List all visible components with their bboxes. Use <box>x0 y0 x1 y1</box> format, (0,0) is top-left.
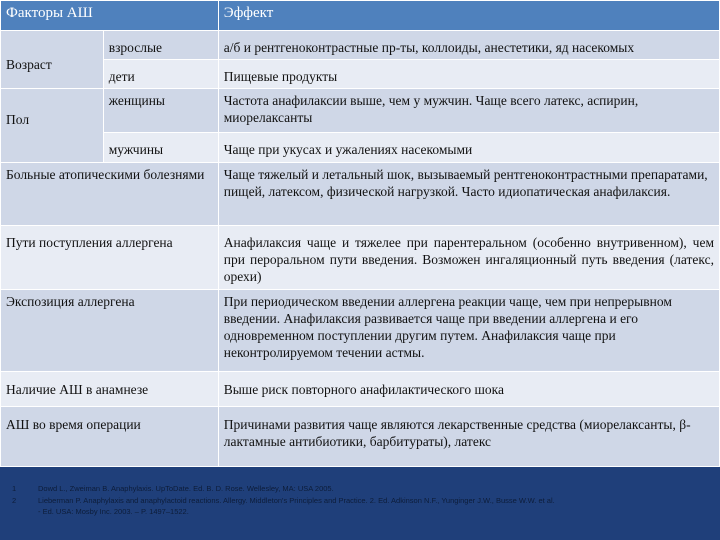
reference-text: - Ed. USA: Mosby Inc. 2003. – P. 1497–1522. <box>38 507 189 516</box>
reference-text: Dowd L., Zweiman B. Anaphylaxis. UpToDate. Ed. B. D. Rose. Wellesley, MA: USA 2005. <box>38 484 334 493</box>
header-factors: Факторы АШ <box>1 1 219 31</box>
sex-label: Пол <box>1 89 104 163</box>
reference-number: 1 <box>12 484 17 493</box>
atopic-effect: Чаще тяжелый и летальный шок, вызываемый рентгеноконтрастными препаратами, пищей, латексом, физической нагрузкой. Часто идиопатическая анафилаксия. <box>218 163 719 226</box>
surgery-label: АШ во время операции <box>1 407 219 467</box>
references <box>0 480 720 540</box>
age-label: Возраст <box>1 31 104 89</box>
women-effect: Частота анафилаксии выше, чем у мужчин. Чаще всего латекс, аспирин, миорелаксанты <box>218 89 719 133</box>
route-effect: Анафилаксия чаще и тяжелее при парентеральном (особенно внутривенном), чем при пероральном пути введения. Возможен ингаляционный путь введения (латекс, орехи) <box>218 226 719 290</box>
adults-label: взрослые <box>103 31 218 60</box>
reference-number: 2 <box>12 496 17 505</box>
atopic-label: Больные атопическими болезнями <box>1 163 219 226</box>
exposure-label: Экспозиция аллергена <box>1 290 219 372</box>
surgery-effect: Причинами развития чаще являются лекарственные средства (миорелаксанты, β-лактамные антибиотики, барбитураты), латекс <box>218 407 719 467</box>
exposure-effect: При периодическом введении аллергена реакции чаще, чем при непрерывном введении. Анафилаксия развивается чаще при введении аллергена и его одновременном поступлении другим путем. Анафилаксия чаще при неконтролируемом течении астмы. <box>218 290 719 372</box>
women-label: женщины <box>103 89 218 133</box>
children-label: дети <box>103 60 218 89</box>
history-label: Наличие АШ в анамнезе <box>1 372 219 407</box>
adults-effect: а/б и рентгеноконтрастные пр-ты, коллоиды, анестетики, яд насекомых <box>218 31 719 60</box>
men-effect: Чаще при укусах и ужалениях насекомыми <box>218 133 719 163</box>
men-label: мужчины <box>103 133 218 163</box>
route-label: Пути поступления аллергена <box>1 226 219 290</box>
history-effect: Выше риск повторного анафилактического шока <box>218 372 719 407</box>
reference-text: Lieberman P. Anaphylaxis and anaphylactoid reactions. Allergy. Middleton's Principles and Practice. 2. Ed. Adkinson N.F., Yunginger J.W., Busse W.W. et al. <box>38 496 555 505</box>
children-effect: Пищевые продукты <box>218 60 719 89</box>
header-effect: Эффект <box>218 1 719 31</box>
